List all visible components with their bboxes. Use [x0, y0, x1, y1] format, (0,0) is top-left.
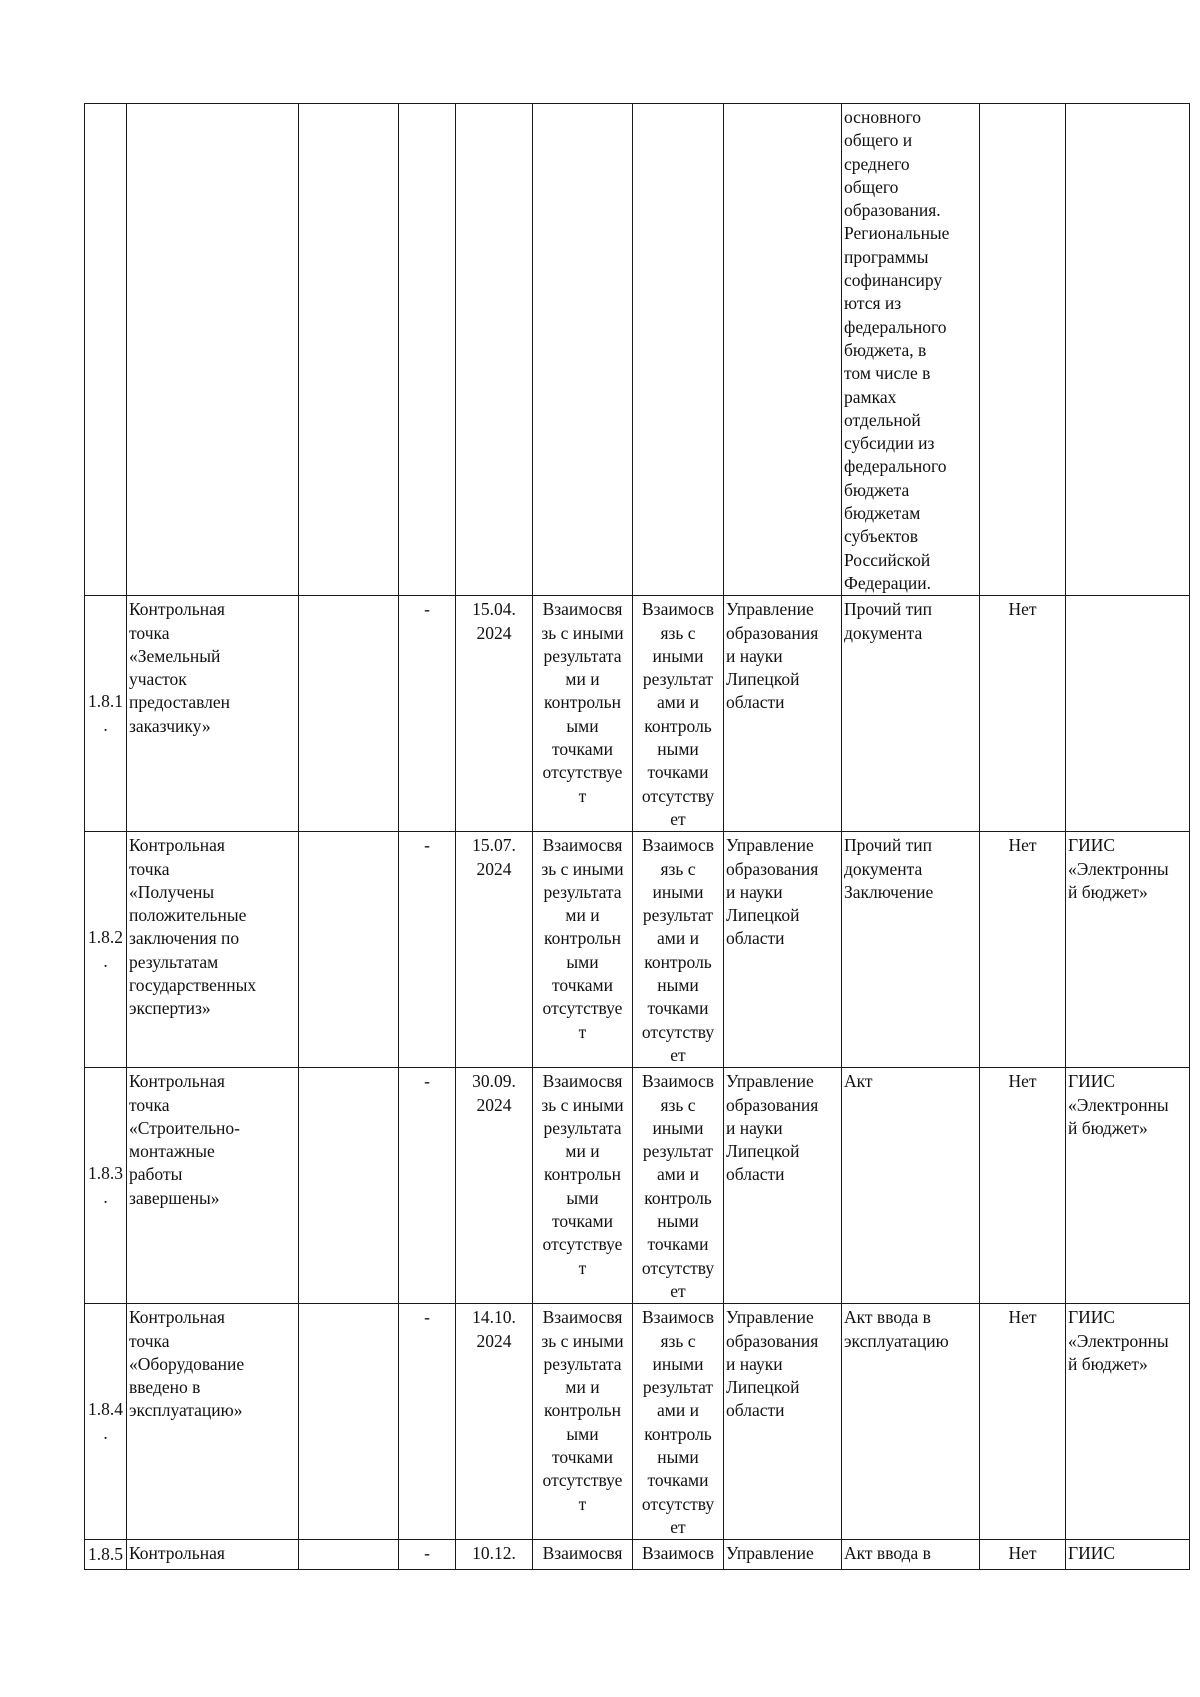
- cell-col4: -: [399, 832, 456, 1068]
- cell-name: Контрольная точка «Получены положительные заключения по результатам государственных экспертиз»: [127, 832, 299, 1068]
- cell-col3: [299, 596, 399, 832]
- cell-flag: [980, 104, 1066, 596]
- cell-number: 1.8.3 .: [85, 1068, 127, 1304]
- cell-date: 14.10. 2024: [456, 1304, 533, 1540]
- table-row-continuation: [85, 104, 1190, 596]
- cell-number: [85, 104, 127, 596]
- cell-system: ГИИС «Электронны й бюджет»: [1066, 1304, 1190, 1540]
- cell-number: 1.8.2 .: [85, 832, 127, 1068]
- cell-doc-type: Прочий тип документа Заключение: [842, 832, 980, 1068]
- cell-link-2: [633, 104, 724, 596]
- cell-link-1: Взаимосвя: [533, 1540, 633, 1570]
- cell-doc-type-continuation: основного общего и среднего общего образования. Региональные программы софинансиру ются из федерального бюджета, в том числе в рамках отдельной субсидии из федерального бюджета бюджетам субъектов Российской Федерации.: [842, 104, 980, 596]
- cell-doc-type: Прочий тип документа: [842, 596, 980, 832]
- cell-date: 30.09. 2024: [456, 1068, 533, 1304]
- cell-link-1: [533, 104, 633, 596]
- cell-name: Контрольная точка «Земельный участок предоставлен заказчику»: [127, 596, 299, 832]
- cell-flag: Нет: [980, 832, 1066, 1068]
- cell-responsible: Управление образования и науки Липецкой области: [724, 1068, 842, 1304]
- cell-flag: Нет: [980, 596, 1066, 832]
- cell-link-1: Взаимосвя зь с иными результата ми и контрольн ыми точками отсутствуе т: [533, 1068, 633, 1304]
- cell-date: [456, 104, 533, 596]
- cell-responsible: Управление образования и науки Липецкой области: [724, 832, 842, 1068]
- table-row: [85, 596, 1190, 832]
- cell-col3: [299, 832, 399, 1068]
- table-row: [85, 1068, 1190, 1304]
- cell-col3: [299, 104, 399, 596]
- cell-link-1: Взаимосвя зь с иными результата ми и контрольн ыми точками отсутствуе т: [533, 596, 633, 832]
- cell-flag: Нет: [980, 1068, 1066, 1304]
- control-points-table: [84, 103, 1190, 1570]
- cell-link-2: Взаимосв язь с иными результат ами и контроль ными точками отсутству ет: [633, 1304, 724, 1540]
- cell-system: ГИИС «Электронны й бюджет»: [1066, 1068, 1190, 1304]
- cell-system: [1066, 104, 1190, 596]
- cell-col3: [299, 1068, 399, 1304]
- cell-flag: Нет: [980, 1304, 1066, 1540]
- table-row: [85, 1540, 1190, 1570]
- cell-col4: -: [399, 1540, 456, 1570]
- cell-date: 10.12.: [456, 1540, 533, 1570]
- cell-link-2: Взаимосв язь с иными результат ами и контроль ными точками отсутству ет: [633, 1068, 724, 1304]
- cell-name: Контрольная точка «Строительно- монтажные работы завершены»: [127, 1068, 299, 1304]
- cell-number: 1.8.4 .: [85, 1304, 127, 1540]
- cell-system: ГИИС «Электронны й бюджет»: [1066, 832, 1190, 1068]
- cell-date: 15.07. 2024: [456, 832, 533, 1068]
- table-row: [85, 832, 1190, 1068]
- cell-link-1: Взаимосвя зь с иными результата ми и контрольн ыми точками отсутствуе т: [533, 1304, 633, 1540]
- cell-link-2: Взаимосв язь с иными результат ами и контроль ными точками отсутству ет: [633, 832, 724, 1068]
- cell-col3: [299, 1304, 399, 1540]
- cell-system: [1066, 596, 1190, 832]
- cell-link-2: Взаимосв: [633, 1540, 724, 1570]
- cell-number: 1.8.1 .: [85, 596, 127, 832]
- cell-col4: -: [399, 596, 456, 832]
- cell-number: 1.8.5: [85, 1540, 127, 1570]
- cell-col4: [399, 104, 456, 596]
- cell-responsible: Управление образования и науки Липецкой области: [724, 1304, 842, 1540]
- cell-name: Контрольная точка «Оборудование введено в эксплуатацию»: [127, 1304, 299, 1540]
- cell-responsible: [724, 104, 842, 596]
- cell-flag: Нет: [980, 1540, 1066, 1570]
- cell-date: 15.04. 2024: [456, 596, 533, 832]
- cell-col4: -: [399, 1304, 456, 1540]
- cell-col4: -: [399, 1068, 456, 1304]
- cell-name: [127, 104, 299, 596]
- cell-link-2: Взаимосв язь с иными результат ами и контроль ными точками отсутству ет: [633, 596, 724, 832]
- cell-name: Контрольная: [127, 1540, 299, 1570]
- table-row: [85, 1304, 1190, 1540]
- cell-link-1: Взаимосвя зь с иными результата ми и контрольн ыми точками отсутствуе т: [533, 832, 633, 1068]
- cell-system: ГИИС: [1066, 1540, 1190, 1570]
- cell-doc-type: Акт ввода в эксплуатацию: [842, 1304, 980, 1540]
- cell-doc-type: Акт: [842, 1068, 980, 1304]
- cell-doc-type: Акт ввода в: [842, 1540, 980, 1570]
- cell-col3: [299, 1540, 399, 1570]
- cell-responsible: Управление: [724, 1540, 842, 1570]
- cell-responsible: Управление образования и науки Липецкой области: [724, 596, 842, 832]
